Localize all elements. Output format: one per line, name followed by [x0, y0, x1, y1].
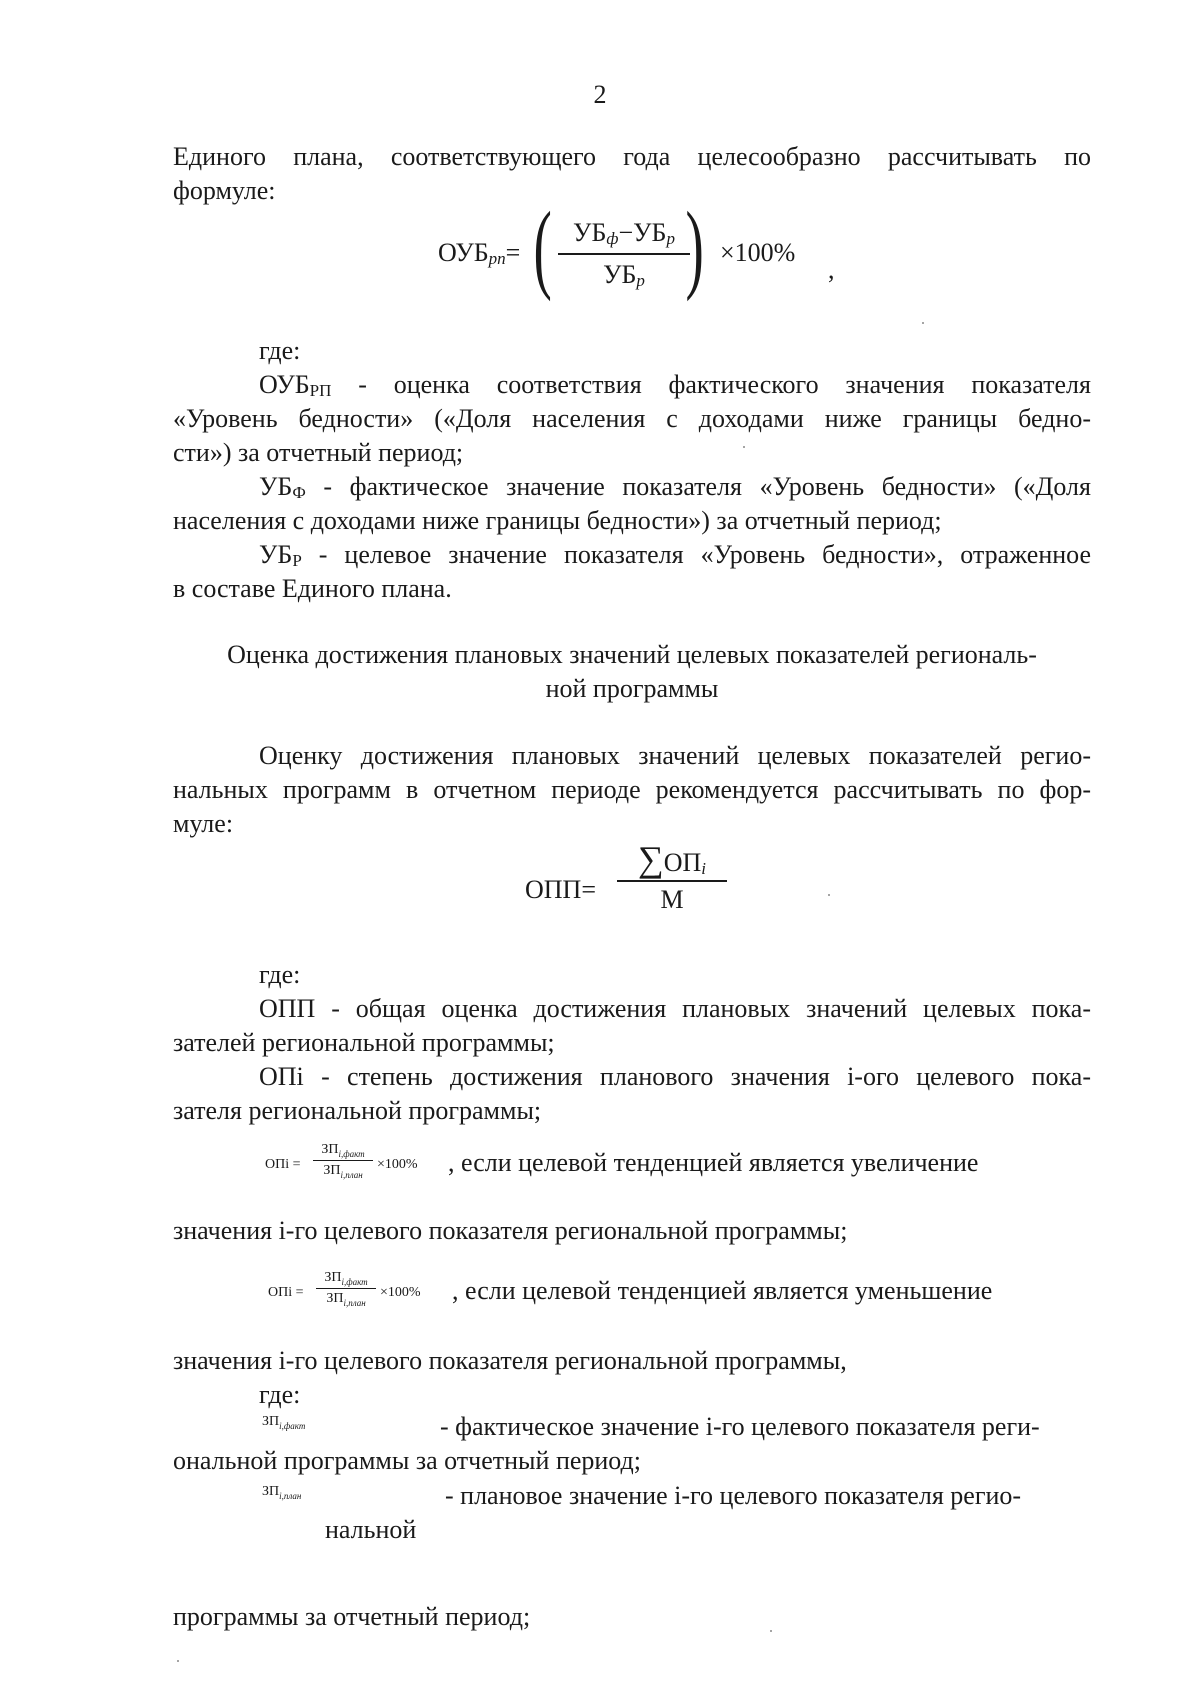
definition-line: - плановое значение i-го целевого показателя регио-	[445, 1481, 1022, 1510]
definition-line: «Уровень бедности» («Доля населения с доходами ниже границы бедно-	[173, 404, 1091, 433]
definition-line: ональной программы за отчетный период;	[173, 1446, 642, 1475]
fraction: $ЗП_{i,факт}$ $ЗП_{i,план}$	[313, 1140, 373, 1181]
where-label: где:	[259, 1380, 301, 1409]
definition-line: программы за отчетный период;	[173, 1602, 531, 1631]
section-heading: ной программы	[545, 674, 719, 703]
definition-line: зателя региональной программы;	[173, 1096, 542, 1125]
left-paren: (	[533, 191, 552, 302]
formula-opi-decrease: ОПi = $ЗП_{i,факт}$ $ЗП_{i,план}$ ×100%	[268, 1270, 421, 1308]
formula-condition: , если целевой тенденцией является уменьшение	[452, 1276, 993, 1305]
definition-line: зателей региональной программы;	[173, 1028, 555, 1057]
definition-line: в составе Единого плана.	[173, 574, 452, 603]
paragraph-line: муле:	[173, 809, 234, 838]
definition-line: нальной	[325, 1515, 417, 1544]
fraction-bar	[558, 253, 690, 255]
fraction: $ЗП_{i,факт}$ $ЗП_{i,план}$	[316, 1268, 376, 1309]
scan-speck	[828, 894, 830, 896]
definition-line: $УБ_Ф$ - фактическое значение показателя «Уровень бедности» («Доля	[259, 472, 1091, 502]
page-number: 2	[593, 80, 607, 109]
definition-line: - фактическое значение i-го целевого показателя реги-	[440, 1412, 1040, 1441]
numerator: $УБ_ф-УБ_р$	[573, 218, 675, 248]
numerator: $\sum ОП_i$	[638, 839, 706, 879]
symbol-zp-fact: $ЗП_{i,факт}$	[262, 1414, 306, 1431]
scan-speck	[177, 1660, 179, 1662]
where-label: где:	[259, 960, 301, 989]
fraction-bar	[617, 880, 727, 882]
paragraph-line: Оценку достижения плановых значений целевых показателей регио-	[259, 741, 1091, 770]
formula-lhs: ОПП=	[525, 875, 597, 904]
paragraph-line: значения i-го целевого показателя региональной программы,	[173, 1346, 847, 1375]
fraction	[617, 840, 727, 916]
fraction	[558, 215, 690, 293]
definition-line: ОПi - степень достижения планового значения i-ого целевого пока-	[259, 1062, 1091, 1091]
definition-line: $ОУБ_{РП}$ - оценка соответствия фактического значения показателя	[259, 370, 1091, 400]
times-100-percent: ×100%	[720, 238, 796, 267]
definition-line: $УБ_Р$ - целевое значение показателя «Уровень бедности», отраженное	[259, 540, 1091, 570]
definition-line: населения с доходами ниже границы бедности») за отчетный период;	[173, 506, 942, 535]
scan-speck	[770, 1630, 772, 1632]
formula-condition: , если целевой тенденцией является увеличение	[448, 1148, 979, 1177]
formula-comma: ,	[828, 255, 835, 284]
formula-opi-increase: ОПi = $ЗП_{i,факт}$ $ЗП_{i,план}$ ×100%	[265, 1142, 418, 1180]
paragraph-line: Единого плана, соответствующего года целесообразно рассчитывать по	[173, 142, 1091, 171]
denominator: $УБ_р$	[603, 260, 645, 290]
denominator: М	[660, 885, 684, 914]
section-heading: Оценка достижения плановых значений целевых показателей региональ-	[227, 640, 1037, 669]
definition-line: ОПП - общая оценка достижения плановых значений целевых пока-	[259, 994, 1091, 1023]
definition-line: сти») за отчетный период;	[173, 438, 464, 467]
where-label: где:	[259, 336, 301, 365]
paragraph-line: нальных программ в отчетном периоде рекомендуется рассчитывать по фор-	[173, 775, 1091, 804]
sigma-symbol: ∑	[638, 839, 664, 879]
paragraph-line: формуле:	[173, 176, 276, 205]
formula-lhs: $ОУБ_{рп}=$	[438, 238, 521, 268]
scan-speck	[922, 322, 924, 324]
paragraph-line: значения i-го целевого показателя региональной программы;	[173, 1216, 848, 1245]
scan-speck	[743, 446, 745, 448]
right-paren: )	[685, 191, 704, 302]
symbol-zp-plan: $ЗП_{i,план}$	[262, 1484, 302, 1501]
